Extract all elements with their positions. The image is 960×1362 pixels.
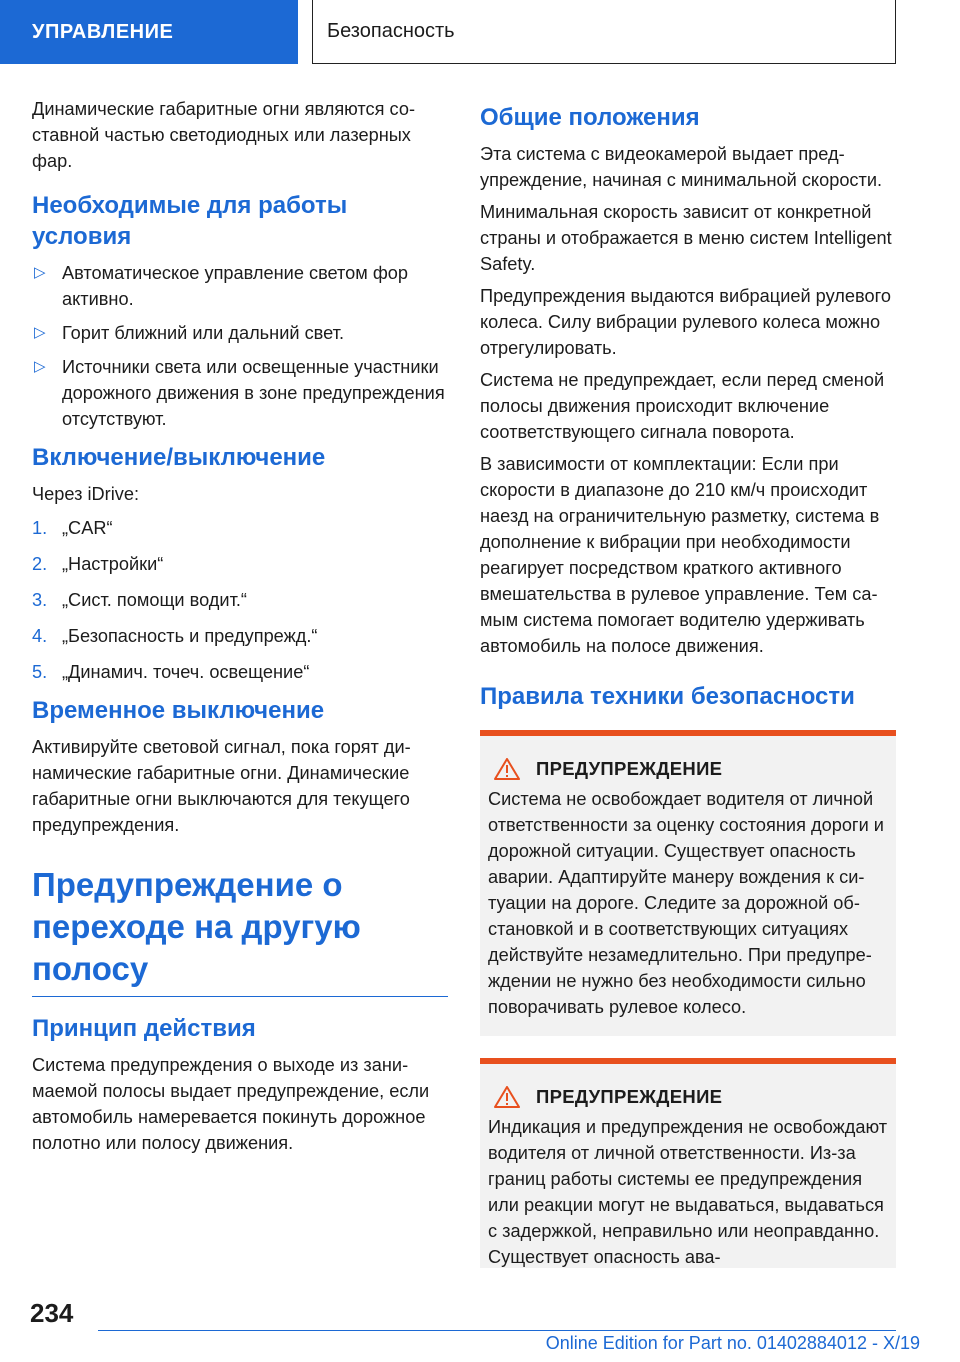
list-item: ▷ Автоматическое управление светом фор активно. xyxy=(32,260,448,312)
list-item: 5. „Динамич. точеч. освещение“ xyxy=(32,662,310,682)
heading-safety: Правила техники безопасности xyxy=(480,683,855,710)
conditions-list xyxy=(32,260,448,432)
list-item: 2. „Настройки“ xyxy=(32,554,164,574)
chapter-title: Безопасность xyxy=(312,0,896,64)
heading-conditions: Необходимые для работы условия xyxy=(32,192,348,250)
right-column xyxy=(480,96,896,1268)
general-p1: Эта система с видеокамерой выдает предупреждение, начиная с минимальной скорости. xyxy=(480,144,883,190)
list-item: 1. „CAR“ xyxy=(32,518,113,538)
warning-triangle-icon xyxy=(494,1086,520,1108)
heading-lane-warning: Предупреждение о переходе на другую полосу xyxy=(32,866,361,987)
warning-header xyxy=(494,1086,890,1108)
warning-triangle-icon xyxy=(494,758,520,780)
heading-principle: Принцип действия xyxy=(32,1015,256,1042)
heading-general: Общие положения xyxy=(480,104,700,131)
via-text: Через iDrive: xyxy=(32,484,139,504)
general-p3: Предупреждения выдаются вибрацией рулевого колеса. Силу вибрации рулевого колеса можно отрегулировать. xyxy=(480,286,891,358)
section-tab: УПРАВЛЕНИЕ xyxy=(0,0,298,64)
heading-rule xyxy=(32,996,448,997)
intro-text: Динамические габаритные огни являются составной частью светодиодных или лазерных фар. xyxy=(32,99,416,171)
warning-text: Индикация и предупреждения не освобождают водителя от личной ответственности. Из-за границ работы системы ее предупреждения или реакции могут не выдаваться, выдаваться с задержкой, неправильно или неоправданно. Существует опасность ава- xyxy=(488,1117,888,1267)
triangle-right-icon: ▷ xyxy=(34,358,46,375)
heading-temp-off: Временное выключение xyxy=(32,697,325,724)
warning-box xyxy=(480,730,896,1036)
list-item: 3. „Сист. помощи водит.“ xyxy=(32,590,247,610)
list-item: 4. „Безопасность и предупрежд.“ xyxy=(32,626,318,646)
general-p5: В зависимости от комплектации: Если при скорости в диапазоне до 210 км/ч происходит наезд на ограничительную разметку, система в дополнение к вибрации при необходимости реагирует посредством краткого активного вмешательства в рулевое управление. Тем самым система помогает водителю удерживать автомобиль на полосе движения. xyxy=(480,454,880,656)
page-number: 234 xyxy=(30,1298,74,1328)
warning-header xyxy=(494,758,890,780)
list-item: ▷ Горит ближний или дальний свет. xyxy=(32,320,448,346)
principle-text: Система предупреждения о выходе из занимаемой полосы выдает предупреждение, если автомобиль намеревается покинуть дорожное полотно или полосу движения. xyxy=(32,1055,430,1153)
warning-title: ПРЕДУПРЕЖДЕНИЕ xyxy=(536,758,723,779)
warning-title: ПРЕДУПРЕЖДЕНИЕ xyxy=(536,1086,723,1107)
list-item: ▷ Источники света или освещенные участники дорожного движения в зоне предупреждения отсутствуют. xyxy=(32,354,448,432)
general-p4: Система не предупреждает, если перед сменой полосы движения происходит включение соответствующего сигнала поворота. xyxy=(480,370,885,442)
heading-onoff: Включение/выключение xyxy=(32,444,326,471)
steps-list xyxy=(32,515,448,685)
footer-edition: Online Edition for Part no. 01402884012 - X/19 xyxy=(545,1333,920,1353)
footer-rule xyxy=(98,1330,896,1331)
warning-box xyxy=(480,1058,896,1268)
general-p2: Минимальная скорость зависит от конкретной страны и отображается в меню систем Intelligent Safety. xyxy=(480,202,892,274)
triangle-right-icon: ▷ xyxy=(34,324,46,341)
triangle-right-icon: ▷ xyxy=(34,264,46,281)
left-column xyxy=(32,96,448,1162)
temp-off-text: Активируйте световой сигнал, пока горят динамические габаритные огни. Динамические габаритные огни выключаются для текущего предупреждения. xyxy=(32,737,411,835)
warning-text: Система не освобождает водителя от личной ответственности за оценку состояния дороги и дорожной ситуации. Существует опасность аварии. Адаптируйте манеру вождения к ситуации на дороге. Следите за дорожной обстановкой и в соответствующих ситуациях действуйте незамедлительно. При предупреждении не нужно без необходимости сильно поворачивать рулевое колесо. xyxy=(488,789,884,1017)
